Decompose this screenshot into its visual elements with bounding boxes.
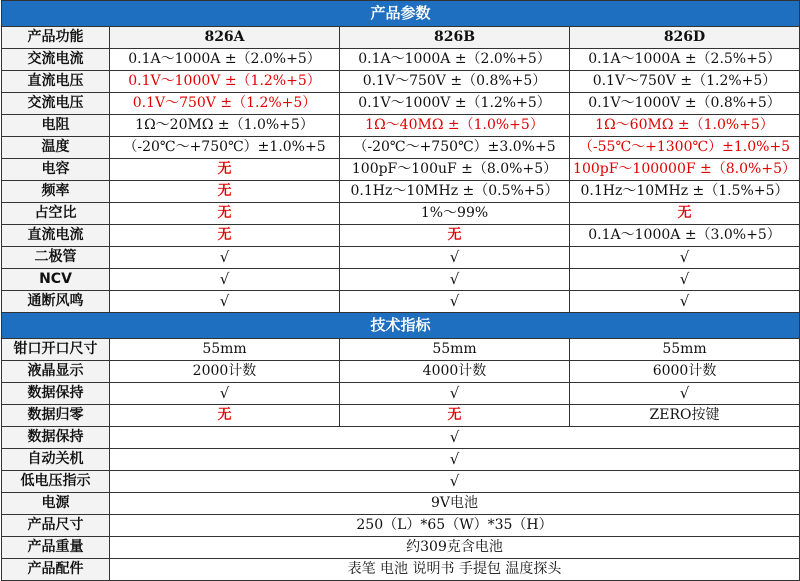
row-label: 交流电流: [2, 49, 110, 71]
spec-cell: 0.1V～1000V ±（1.2%+5）: [110, 71, 340, 93]
table-row: [2, 383, 800, 405]
row-label: 直流电压: [2, 71, 110, 93]
spec-cell: √: [110, 427, 800, 449]
spec-cell: 4000计数: [340, 361, 570, 383]
row-label: 占空比: [2, 203, 110, 225]
spec-cell: （-55℃～+1300℃）±1.0%+5: [570, 137, 800, 159]
spec-cell: （-20℃～+750℃）±1.0%+5: [110, 137, 340, 159]
spec-cell: √: [110, 291, 340, 313]
spec-table: [1, 0, 800, 581]
row-label: NCV: [2, 269, 110, 291]
model-name: 826A: [110, 27, 340, 49]
table-row: [2, 159, 800, 181]
row-label: 通断风鸣: [2, 291, 110, 313]
table-row: [2, 115, 800, 137]
row-label: 交流电压: [2, 93, 110, 115]
spec-cell: √: [570, 291, 800, 313]
table-row: [2, 93, 800, 115]
spec-cell: 约309克含电池: [110, 537, 800, 559]
table-row: [2, 49, 800, 71]
row-label: 二极管: [2, 247, 110, 269]
spec-cell: 无: [110, 159, 340, 181]
spec-cell: 无: [340, 225, 570, 247]
row-label: 产品重量: [2, 537, 110, 559]
table-row: [2, 405, 800, 427]
row-label: 电阻: [2, 115, 110, 137]
spec-cell: √: [340, 269, 570, 291]
row-label: 数据保持: [2, 427, 110, 449]
spec-cell: 0.1V～1000V ±（1.2%+5）: [340, 93, 570, 115]
spec-cell: √: [110, 383, 340, 405]
table-row: [2, 493, 800, 515]
spec-cell: 无: [340, 405, 570, 427]
spec-cell: 250（L）*65（W）*35（H）: [110, 515, 800, 537]
spec-cell: 2000计数: [110, 361, 340, 383]
table-row: [2, 247, 800, 269]
row-label: 低电压指示: [2, 471, 110, 493]
spec-cell: 0.1A～1000A ±（2.0%+5）: [110, 49, 340, 71]
row-label: 电容: [2, 159, 110, 181]
spec-cell: 100pF～100000F ±（8.0%+5）: [570, 159, 800, 181]
row-label: 直流电流: [2, 225, 110, 247]
spec-cell: 无: [110, 181, 340, 203]
spec-cell: √: [110, 247, 340, 269]
spec-cell: √: [570, 269, 800, 291]
table-row: [2, 559, 800, 581]
spec-cell: 0.1Hz～10MHz ±（1.5%+5）: [570, 181, 800, 203]
header-label: 产品功能: [2, 27, 110, 49]
spec-cell: 0.1V～750V ±（1.2%+5）: [110, 93, 340, 115]
spec-cell: √: [340, 291, 570, 313]
row-label: 产品配件: [2, 559, 110, 581]
table-row: [2, 203, 800, 225]
table-row: [2, 361, 800, 383]
row-label: 电源: [2, 493, 110, 515]
row-label: 温度: [2, 137, 110, 159]
table-row: [2, 181, 800, 203]
spec-cell: 表笔 电池 说明书 手提包 温度探头: [110, 559, 800, 581]
table-row: [2, 537, 800, 559]
spec-cell: 0.1A～1000A ±（2.0%+5）: [340, 49, 570, 71]
section-header-row: [2, 1, 800, 27]
spec-cell: √: [340, 247, 570, 269]
spec-cell: 1Ω～40MΩ ±（1.0%+5）: [340, 115, 570, 137]
model-name: 826B: [340, 27, 570, 49]
spec-cell: 55mm: [110, 339, 340, 361]
spec-cell: √: [340, 383, 570, 405]
table-row: [2, 225, 800, 247]
spec-cell: 0.1V～1000V ±（0.8%+5）: [570, 93, 800, 115]
spec-cell: （-20℃～+750℃）±3.0%+5: [340, 137, 570, 159]
spec-cell: √: [110, 269, 340, 291]
row-label: 频率: [2, 181, 110, 203]
spec-cell: 55mm: [340, 339, 570, 361]
table-row: [2, 515, 800, 537]
spec-cell: 0.1V～750V ±（0.8%+5）: [340, 71, 570, 93]
table-row: [2, 269, 800, 291]
model-name: 826D: [570, 27, 800, 49]
table-row: [2, 471, 800, 493]
spec-cell: 100pF～100uF ±（8.0%+5）: [340, 159, 570, 181]
spec-cell: 9V电池: [110, 493, 800, 515]
row-label: 产品尺寸: [2, 515, 110, 537]
row-label: 液晶显示: [2, 361, 110, 383]
spec-cell: 0.1Hz～10MHz ±（0.5%+5）: [340, 181, 570, 203]
table-row: [2, 427, 800, 449]
spec-cell: 1%～99%: [340, 203, 570, 225]
spec-table-body: [2, 1, 800, 581]
row-label: 钳口开口尺寸: [2, 339, 110, 361]
spec-cell: 无: [110, 225, 340, 247]
spec-cell: 无: [110, 203, 340, 225]
table-row: [2, 71, 800, 93]
table-row: [2, 137, 800, 159]
spec-cell: √: [110, 471, 800, 493]
table-row: [2, 449, 800, 471]
spec-cell: 1Ω～60MΩ ±（1.0%+5）: [570, 115, 800, 137]
spec-cell: √: [570, 383, 800, 405]
row-label: 数据保持: [2, 383, 110, 405]
row-label: 数据归零: [2, 405, 110, 427]
spec-cell: 55mm: [570, 339, 800, 361]
spec-cell: 无: [570, 203, 800, 225]
row-label: 自动关机: [2, 449, 110, 471]
model-header-row: [2, 27, 800, 49]
spec-cell: √: [110, 449, 800, 471]
spec-cell: 0.1A～1000A ±（3.0%+5）: [570, 225, 800, 247]
spec-cell: 无: [110, 405, 340, 427]
section-title: 产品参数: [2, 1, 800, 27]
section-header-row: [2, 313, 800, 339]
table-row: [2, 291, 800, 313]
table-row: [2, 339, 800, 361]
spec-cell: ZERO按键: [570, 405, 800, 427]
spec-cell: √: [570, 247, 800, 269]
spec-cell: 0.1V～750V ±（1.2%+5）: [570, 71, 800, 93]
section-title: 技术指标: [2, 313, 800, 339]
spec-cell: 6000计数: [570, 361, 800, 383]
spec-cell: 0.1A～1000A ±（2.5%+5）: [570, 49, 800, 71]
spec-cell: 1Ω～20MΩ ±（1.0%+5）: [110, 115, 340, 137]
